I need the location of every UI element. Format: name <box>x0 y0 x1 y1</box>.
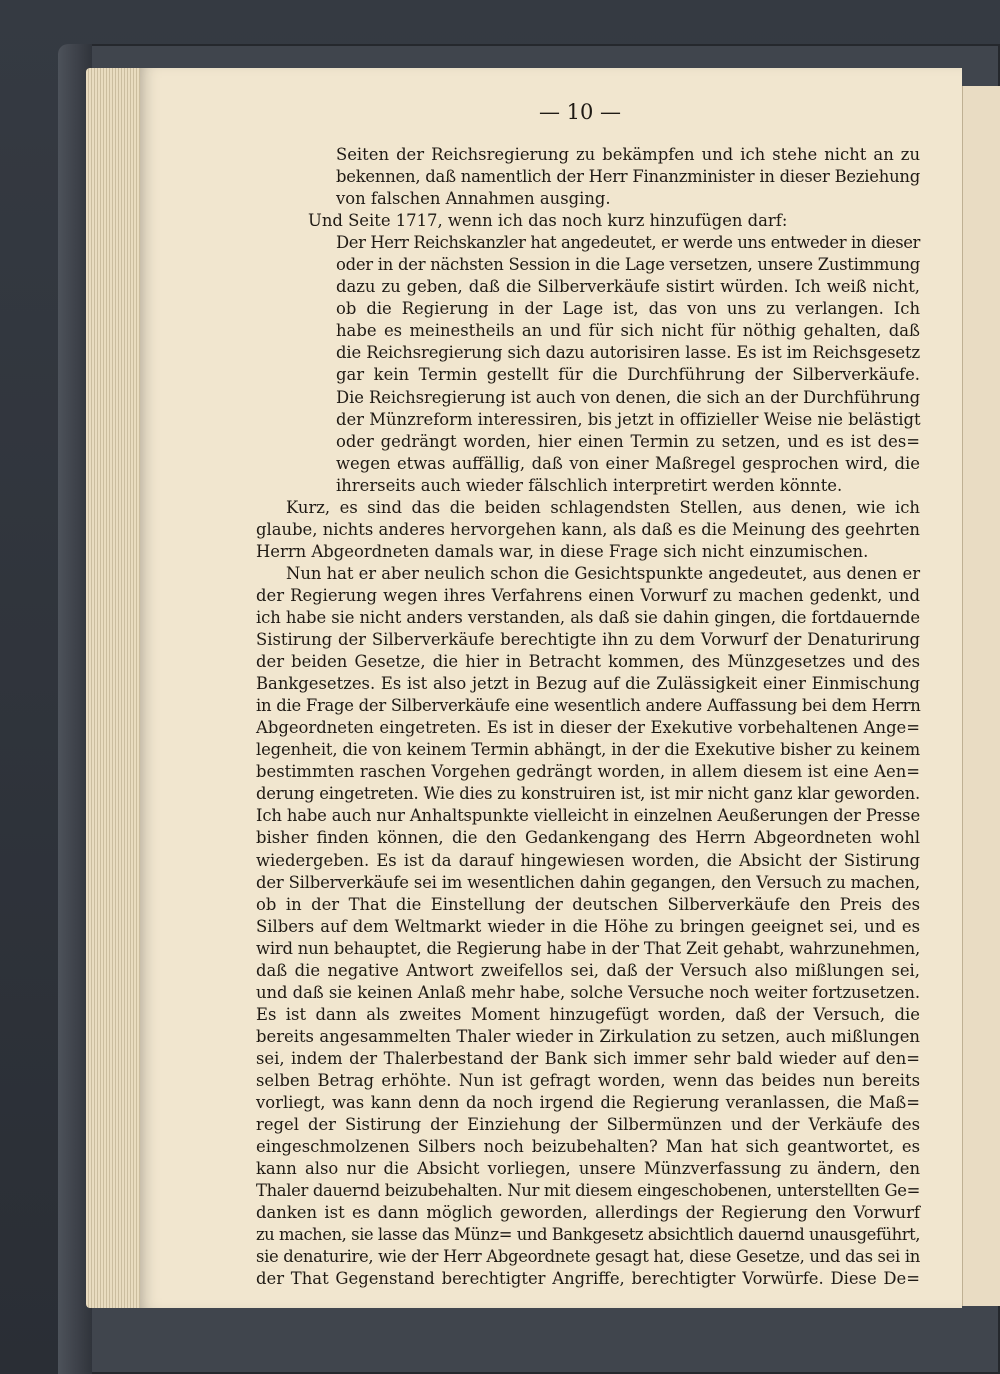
text-line: daß die negative Antwort zweifellos sei, daß der Versuch also mißlungen sei, <box>256 960 920 980</box>
text-line: Bankgesetzes. Es ist also jetzt in Bezug auf die Zulässigkeit einer Einmischung <box>256 674 920 694</box>
text-line: glaube, nichts anderes hervorgehen kann, als daß es die Meinung des geehrten <box>256 519 920 539</box>
text-line: derung eingetreten. Wie dies zu konstruiren ist, ist mir nicht ganz klar geworden. <box>256 784 920 804</box>
text-line: Abgeordneten eingetreten. Es ist in dieser der Exekutive vorbehaltenen Ange= <box>256 718 920 738</box>
text-line: bereits angesammelten Thaler wieder in Zirkulation zu setzen, auch mißlungen <box>256 1026 920 1046</box>
text-line: bestimmten raschen Vorgehen gedrängt worden, in allem diesem ist eine Aen= <box>256 762 920 782</box>
text-line: legenheit, die von keinem Termin abhängt, in der die Exekutive bisher zu keinem <box>256 740 921 760</box>
text-line: sie denaturire, wie der Herr Abgeordnete gesagt hat, diese Gesetze, und das sei in <box>256 1247 921 1267</box>
text-line: wiedergeben. Es ist da darauf hingewiesen worden, die Absicht der Sistirung <box>256 850 920 870</box>
text-line: der Silberverkäufe sei im wesentlichen dahin gegangen, den Versuch zu machen, <box>256 872 920 892</box>
text-line: wegen etwas auffällig, daß von einer Maßregel gesprochen wird, die <box>336 453 920 473</box>
text-line: die Reichsregierung sich dazu autorisiren lasse. Es ist im Reichsgesetz <box>336 343 920 363</box>
text-line: in die Frage der Silberverkäufe eine wesentlich andere Auffassung bei dem Herrn <box>256 696 921 716</box>
text-line: der Regierung wegen ihres Verfahrens einen Vorwurf zu machen gedenkt, und <box>256 585 920 605</box>
text-line: gar kein Termin gestellt für die Durchführung der Silberverkäufe. <box>336 365 920 385</box>
text-line: kann also nur die Absicht vorliegen, unsere Münzverfassung zu ändern, den <box>256 1159 920 1179</box>
text-line: oder gedrängt worden, hier einen Termin zu setzen, und es ist des= <box>336 431 920 451</box>
facing-page-edge <box>962 86 1000 1306</box>
text-line: Sistirung der Silberverkäufe berechtigte ihn zu dem Vorwurf der Denaturirung <box>256 630 920 650</box>
text-line: habe es meinestheils an und für sich nicht für nöthig gehalten, daß <box>336 321 920 341</box>
text-line: vorliegt, was kann denn da noch irgend die Regierung veranlassen, die Maß= <box>256 1093 920 1113</box>
text-line: Der Herr Reichskanzler hat angedeutet, er werde uns entweder in dieser <box>336 233 921 253</box>
text-line: bisher finden können, die den Gedankengang des Herrn Abgeordneten wohl <box>256 828 920 848</box>
text-line: bekennen, daß namentlich der Herr Finanzminister in dieser Beziehung <box>336 167 920 187</box>
text-line: Herrn Abgeordneten damals war, in diese Frage sich nicht einzumischen. <box>256 541 869 561</box>
page-edges <box>86 68 146 1308</box>
page-number: — 10 — <box>538 100 622 124</box>
text-line: ob die Regierung in der Lage ist, das von uns zu verlangen. Ich <box>336 299 920 319</box>
text-line: danken ist es dann möglich geworden, allerdings der Regierung den Vorwurf <box>256 1203 920 1223</box>
text-line: der That Gegenstand berechtigter Angriffe, berechtigter Vorwürfe. Diese De= <box>256 1269 920 1289</box>
text-line: Es ist dann als zweites Moment hinzugefügt worden, daß der Versuch, die <box>256 1004 920 1024</box>
text-line: Und Seite 1717, wenn ich das noch kurz hinzufügen darf: <box>308 211 788 231</box>
text-line: oder in der nächsten Session in die Lage versetzen, unsere Zustimmung <box>336 255 920 275</box>
text-line: ich habe sie nicht anders verstanden, als daß sie dahin gingen, die fortdauernde <box>256 607 921 627</box>
text-line: zu machen, sie lasse das Münz= und Bankgesetz absichtlich dauernd unausgeführt, <box>256 1225 921 1245</box>
text-line: Die Reichsregierung ist auch von denen, die sich an der Durchführung <box>336 387 920 407</box>
text-line: sei, indem der Thalerbestand der Bank sich immer sehr bald wieder auf den= <box>256 1048 920 1068</box>
text-line: Thaler dauernd beizubehalten. Nur mit diesem eingeschobenen, unterstellten Ge= <box>256 1181 921 1201</box>
text-line: von falschen Annahmen ausging. <box>336 189 611 209</box>
text-line: Kurz, es sind das die beiden schlagendsten Stellen, aus denen, wie ich <box>286 497 920 517</box>
text-line: ob in der That die Einstellung der deutschen Silberverkäufe den Preis des <box>256 894 920 914</box>
text-line: selben Betrag erhöhte. Nun ist gefragt worden, wenn das beides nun bereits <box>256 1070 920 1090</box>
text-line: ihrerseits auch wieder fälschlich interpretirt werden könnte. <box>336 475 843 495</box>
page-text <box>256 144 920 1290</box>
text-line: der Münzreform interessiren, bis jetzt in offizieller Weise nie belästigt <box>336 409 921 429</box>
text-line: dazu zu geben, daß die Silberverkäufe sistirt würden. Ich weiß nicht, <box>336 277 920 297</box>
text-line: wird nun behauptet, die Regierung habe in der That Zeit gehabt, wahrzunehmen, <box>256 938 920 958</box>
text-line: Seiten der Reichsregierung zu bekämpfen und ich stehe nicht an zu <box>336 145 920 164</box>
text-line: und daß sie keinen Anlaß mehr habe, solche Versuche noch weiter fortzusetzen. <box>256 982 921 1002</box>
text-line: Nun hat er aber neulich schon die Gesichtspunkte angedeutet, aus denen er <box>286 563 921 583</box>
text-line: regel der Sistirung der Einziehung der Silbermünzen und der Verkäufe des <box>256 1115 920 1135</box>
text-line: eingeschmolzenen Silbers noch beizubehalten? Man hat sich geantwortet, es <box>256 1137 920 1157</box>
text-line: der beiden Gesetze, die hier in Betracht kommen, des Münzgesetzes und des <box>256 652 920 672</box>
text-line: Silbers auf dem Weltmarkt wieder in die Höhe zu bringen geeignet sei, und es <box>256 916 920 936</box>
text-line: Ich habe auch nur Anhaltspunkte vielleicht in einzelnen Aeußerungen der Presse <box>256 806 920 826</box>
